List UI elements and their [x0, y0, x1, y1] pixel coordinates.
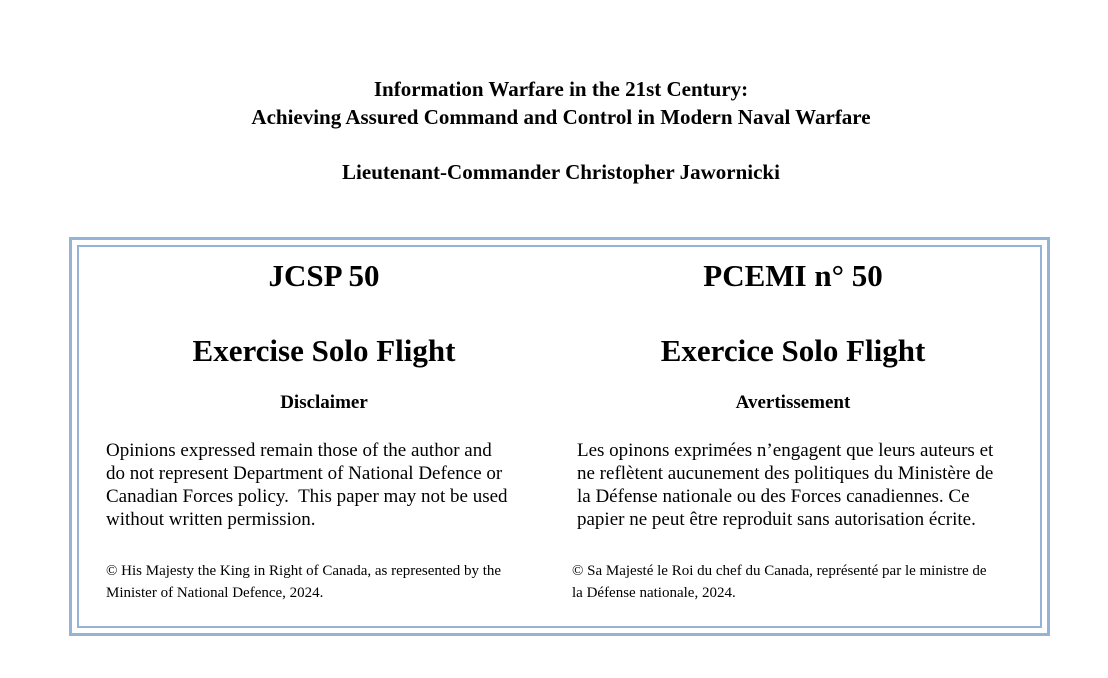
- copyright-line: la Défense nationale, 2024.: [572, 585, 736, 601]
- disclaimer-text-english: [106, 439, 508, 531]
- disclaimer-heading-french: Avertissement: [735, 392, 851, 413]
- disclaimer-frame: [69, 237, 1050, 636]
- copyright-line: © His Majesty the King in Right of Canada, as represented by the: [106, 563, 502, 579]
- program-title-french: PCEMI n° 50: [703, 258, 883, 293]
- disclaimer-line: without written permission.: [106, 509, 316, 530]
- exercise-title-french: Exercice Solo Flight: [660, 333, 926, 368]
- disclaimer-heading-english: Disclaimer: [280, 392, 368, 413]
- disclaimer-line: ne reflètent aucunement des politiques du Ministère de: [577, 463, 994, 484]
- copyright-line: Minister of National Defence, 2024.: [106, 585, 324, 601]
- paper-title-line-1: Information Warfare in the 21st Century:: [373, 77, 749, 101]
- author-name: Lieutenant-Commander Christopher Jawornicki: [342, 160, 780, 184]
- program-title-english: JCSP 50: [268, 258, 380, 293]
- disclaimer-line: do not represent Department of National Defence or: [106, 463, 503, 484]
- disclaimer-text-french: [577, 439, 993, 531]
- disclaimer-line: papier ne peut être reproduit sans autorisation écrite.: [577, 509, 976, 530]
- exercise-title-english: Exercise Solo Flight: [192, 333, 456, 368]
- copyright-line: © Sa Majesté le Roi du chef du Canada, représenté par le ministre de: [572, 563, 987, 579]
- disclaimer-line: la Défense nationale ou des Forces canadiennes. Ce: [577, 486, 970, 507]
- disclaimer-line: Canadian Forces policy. This paper may not be used: [106, 486, 508, 507]
- copyright-english: [106, 560, 501, 604]
- disclaimer-line: Opinions expressed remain those of the author and: [106, 440, 492, 461]
- paper-title-line-2: Achieving Assured Command and Control in Modern Naval Warfare: [251, 105, 871, 129]
- disclaimer-line: Les opinons exprimées n’engagent que leurs auteurs et: [577, 440, 994, 461]
- copyright-french: [572, 560, 987, 604]
